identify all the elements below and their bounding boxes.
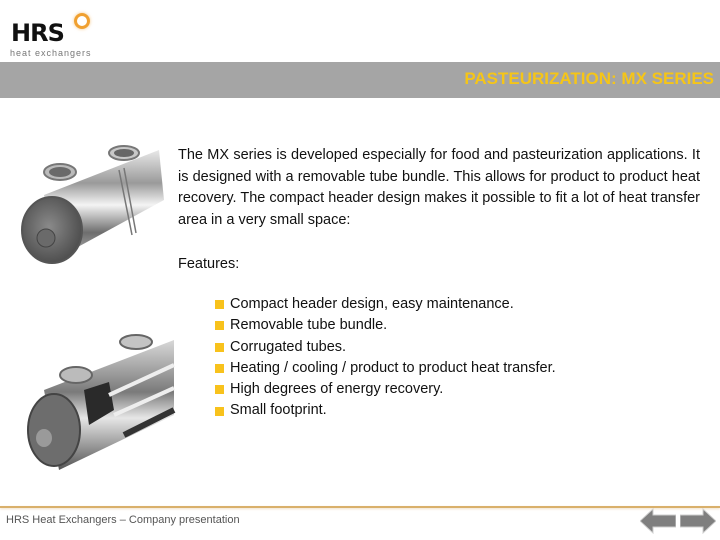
mx-series-exterior-image	[14, 140, 164, 270]
feature-text: Compact header design, easy maintenance.	[230, 296, 514, 312]
feature-text: Corrugated tubes.	[230, 338, 347, 355]
right-arrow-icon	[680, 508, 716, 534]
bullet-square-icon	[215, 300, 224, 309]
list-item	[215, 294, 556, 315]
feature-text: Small footprint.	[230, 402, 327, 419]
logo-tagline: heat exchangers	[10, 48, 92, 58]
slide-title: PASTEURIZATION: MX SERIES	[464, 69, 714, 88]
list-item	[215, 358, 556, 379]
features-label: Features:	[178, 256, 240, 272]
logo-brand-text: HRS	[11, 19, 64, 47]
next-slide-button[interactable]	[680, 508, 716, 534]
feature-text: Heating / cooling / product to product heat transfer.	[230, 359, 556, 376]
list-item	[215, 400, 556, 421]
logo-ring-icon	[74, 13, 90, 29]
intro-paragraph: The MX series is developed especially for food and pasteurization applications. It is designed with a removable tube bundle. This allows for product to product heat recovery. The compact header design makes it possible to fit a lot of heat transfer area in a very small space:	[178, 147, 700, 228]
title-band	[0, 62, 720, 98]
previous-slide-button[interactable]	[640, 508, 676, 534]
bullet-square-icon	[215, 364, 224, 373]
bullet-square-icon	[215, 321, 224, 330]
feature-text: High degrees of energy recovery.	[230, 381, 444, 398]
feature-list	[215, 294, 556, 422]
footer-divider	[0, 506, 720, 508]
feature-text: Removable tube bundle.	[230, 317, 388, 334]
list-item	[215, 379, 556, 400]
mx-series-cutaway-image	[14, 330, 164, 470]
footer-text: HRS Heat Exchangers – Company presentation	[6, 514, 240, 526]
bullet-square-icon	[215, 385, 224, 394]
bullet-square-icon	[215, 407, 224, 416]
list-item	[215, 337, 556, 358]
hrs-logo	[10, 10, 120, 58]
bullet-square-icon	[215, 343, 224, 352]
left-arrow-icon	[640, 508, 676, 534]
list-item	[215, 315, 556, 336]
